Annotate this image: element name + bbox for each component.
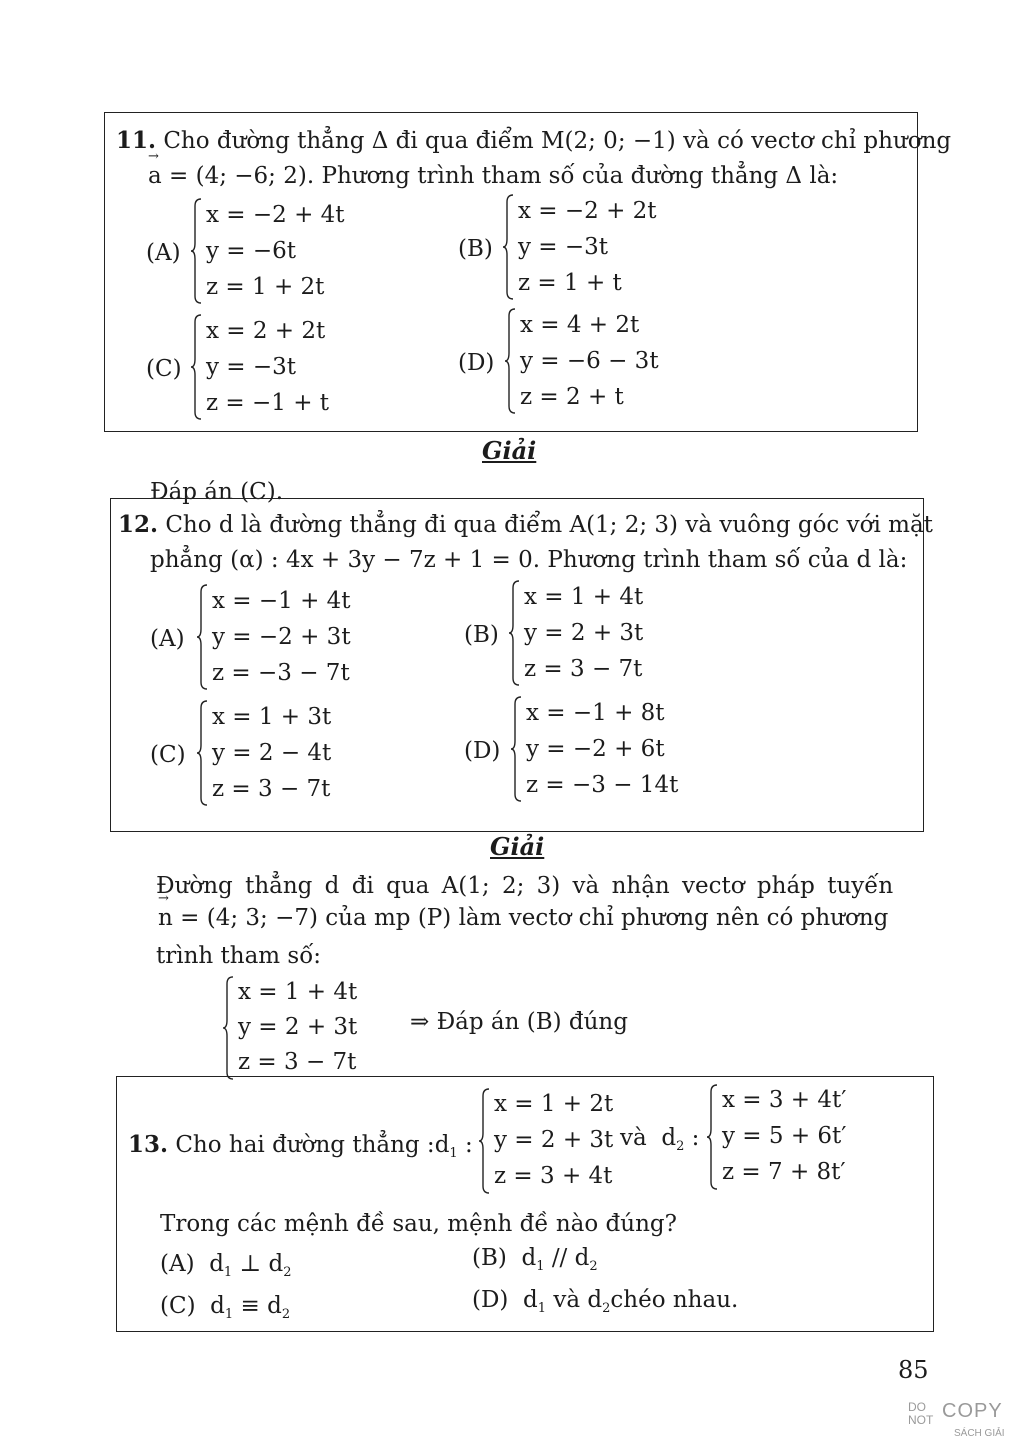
solution-12-line-2: → n = (4; 3; −7) của mp (P) làm vectơ chỉ phương nên có phương (158, 906, 888, 931)
page-number: 85 (898, 1356, 929, 1384)
option-13b: (B) $d_1 // d_2$ (472, 1245, 598, 1274)
question-13-prompt: Trong các mệnh đề sau, mệnh đề nào đúng? (160, 1211, 677, 1237)
question-12-line-2: phẳng (α) : 4x + 3y − 7z + 1 = 0. Phương trình tham số của d là: (150, 547, 908, 573)
equation-system-d1: x = 1 + 2t y = 2 + 3t z = 3 + 4t (478, 1088, 628, 1194)
brace-icon (508, 580, 520, 686)
brace-icon (706, 1084, 718, 1190)
question-11-line-1: 11. Cho đường thẳng Δ đi qua điểm M(2; 0; −1) và có vectơ chỉ phương (116, 127, 952, 154)
watermark-do: DO (908, 1400, 926, 1414)
watermark-copy: COPY (942, 1400, 1003, 1422)
option-label: (C) (150, 742, 186, 768)
option-label: (A) (146, 240, 181, 266)
question-number: 11. (116, 127, 157, 154)
question-11-line-2: → a = (4; −6; 2). Phương trình tham số của đường thẳng Δ là: (148, 164, 838, 189)
equation-system-11b: x = −2 + 2t y = −3t z = 1 + t (502, 194, 662, 300)
question-number: 13. (128, 1131, 169, 1158)
brace-icon (504, 308, 516, 414)
option-label: (D) (458, 350, 495, 376)
watermark-logo (908, 1400, 1020, 1444)
equation-system-12b: x = 1 + 4t y = 2 + 3t z = 3 − 7t (508, 580, 668, 686)
brace-icon (222, 976, 234, 1080)
solution-12-line-1: Đường thẳng d đi qua A(1; 2; 3) và nhận vectơ pháp tuyến (156, 873, 894, 899)
solution-12-line-3: trình tham số: (156, 943, 322, 969)
brace-icon (196, 584, 208, 690)
brace-icon (478, 1088, 490, 1194)
option-label: (B) (464, 622, 499, 648)
option-label: (D) (464, 738, 501, 764)
vector-n: → n (158, 906, 173, 931)
vector-a: → a (148, 164, 162, 189)
brace-icon (502, 194, 514, 300)
option-13d: (D) $d_1$ và $d_2chéo$ nhau. (472, 1287, 739, 1316)
solution-12-conclusion: ⇒ Đáp án (B) đúng (410, 1009, 628, 1035)
solution-heading: Giải (482, 436, 537, 465)
equation-system-12a: x = −1 + 4t y = −2 + 3t z = −3 − 7t (196, 584, 366, 690)
solution-11-answer: Đáp án (C). (150, 479, 284, 505)
option-label: (A) (150, 626, 185, 652)
equation-system-12d: x = −1 + 8t y = −2 + 6t z = −3 − 14t (510, 696, 680, 802)
option-13c: (C) $d_1 \equiv d_2$ (160, 1293, 291, 1322)
option-13a: (A) $d_1$ ⊥ $d_2$ (160, 1251, 292, 1280)
option-label: (B) (458, 236, 493, 262)
equation-system-11d: x = 4 + 2t y = −6 − 3t z = 2 + t (504, 308, 664, 414)
brace-icon (190, 198, 202, 304)
brace-icon (190, 314, 202, 420)
watermark-not: NOT (908, 1413, 934, 1427)
question-13-line-1: 13. Cho hai đường thẳng $:d_1$ : (128, 1131, 473, 1161)
equation-system-d2: x = 3 + 4t′ y = 5 + 6t′ z = 7 + 8t′ (706, 1084, 856, 1190)
equation-system-12c: x = 1 + 3t y = 2 − 4t z = 3 − 7t (196, 700, 356, 806)
watermark-brand: SÁCH GIẢI (954, 1428, 1005, 1439)
question-number: 12. (118, 511, 159, 538)
question-12-line-1: 12. Cho d là đường thẳng đi qua điểm A(1; 2; 3) và vuông góc với mặt (118, 511, 933, 538)
question-13-and-d2: và $d_2$ : (620, 1125, 700, 1154)
equation-system-11a: x = −2 + 4t y = −6t z = 1 + 2t (190, 198, 350, 304)
option-label: (C) (146, 356, 182, 382)
equation-system-11c: x = 2 + 2t y = −3t z = −1 + t (190, 314, 350, 420)
solution-heading: Giải (490, 832, 545, 861)
solution-12-system: x = 1 + 4t y = 2 + 3t z = 3 − 7t (222, 976, 382, 1080)
brace-icon (510, 696, 522, 802)
brace-icon (196, 700, 208, 806)
